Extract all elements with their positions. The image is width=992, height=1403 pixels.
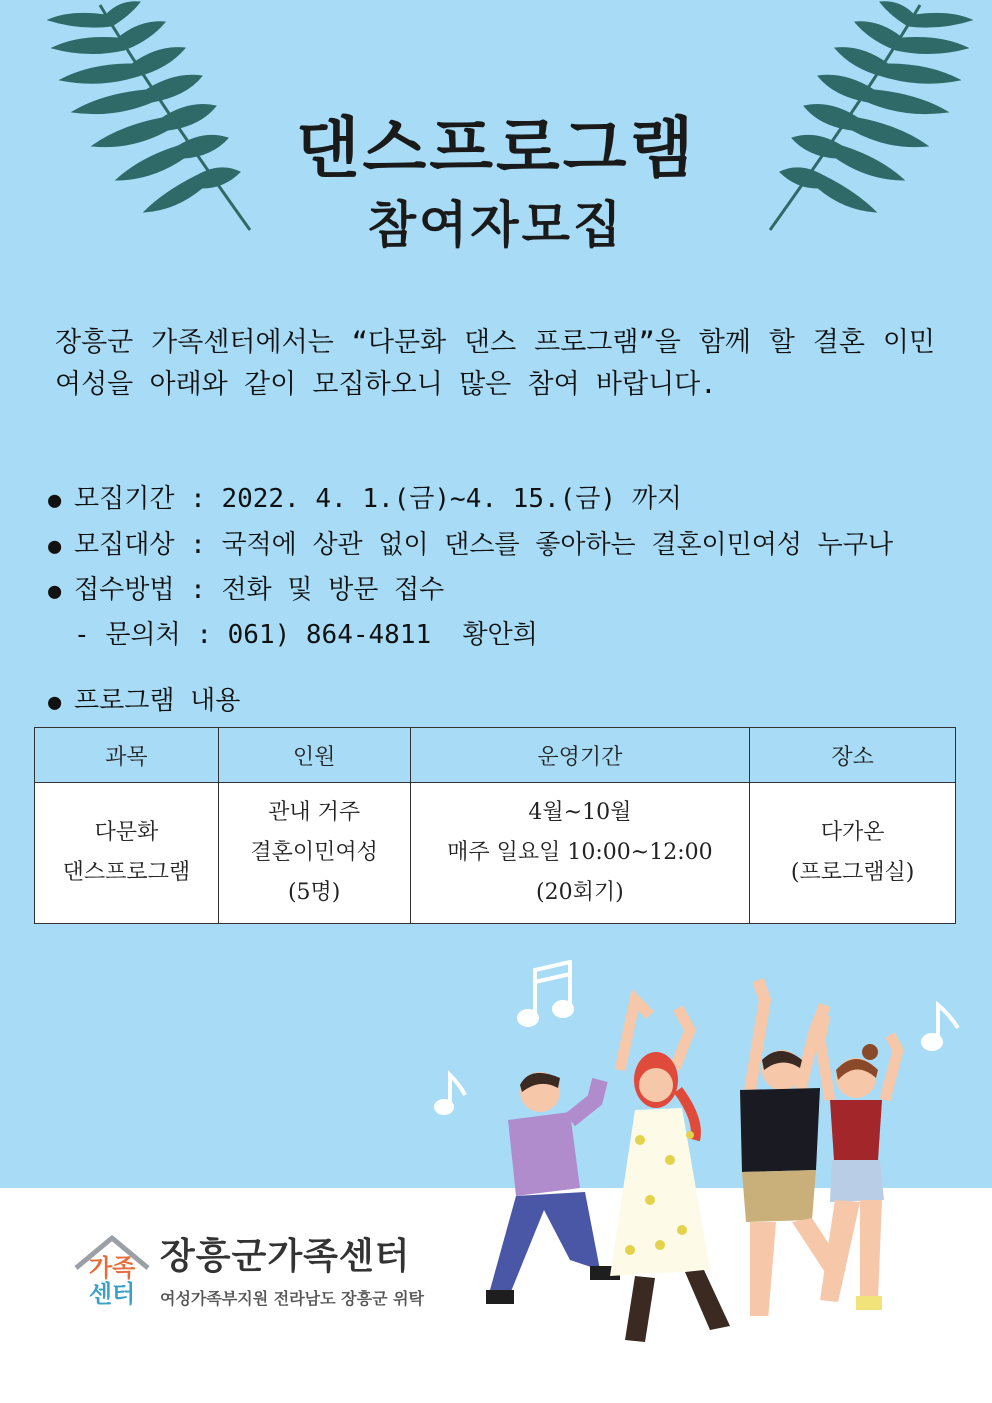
poster-title: 댄스프로그램 bbox=[295, 110, 697, 187]
bullet-icon: ● bbox=[48, 579, 62, 604]
program-table bbox=[34, 727, 956, 924]
detail-value: 2022. 4. 1.(금)~4. 15.(금) 까지 bbox=[221, 484, 682, 514]
music-note-icon bbox=[519, 962, 572, 1025]
header-subject: 과목 bbox=[35, 728, 219, 783]
cell-line: 다가온 bbox=[820, 820, 885, 845]
detail-label: 접수방법 bbox=[74, 575, 175, 605]
poster-subtitle: 참여자모집 bbox=[367, 196, 625, 254]
contact-value: 061) 864-4811 황안희 bbox=[227, 620, 538, 650]
header-place: 장소 bbox=[750, 728, 956, 783]
cell-line: (20회기) bbox=[536, 880, 624, 905]
logo-mark-line: 센터 bbox=[88, 1280, 136, 1308]
dancer-red-top bbox=[820, 1015, 898, 1310]
bullet-icon: ● bbox=[48, 534, 62, 559]
dancer-red-hair bbox=[610, 1000, 730, 1342]
table-header-row bbox=[35, 728, 956, 783]
cell-line: (프로그램실) bbox=[790, 860, 915, 885]
cell-line: 4월~10월 bbox=[528, 800, 632, 825]
dash-icon: - bbox=[74, 620, 106, 650]
contact-label: 문의처 bbox=[105, 620, 181, 650]
music-note-icon bbox=[436, 1075, 465, 1113]
logo-subtitle: 여성가족부지원 전라남도 장흥군 위탁 bbox=[160, 1289, 425, 1308]
detail-contact: - 문의처 : 061) 864-4811 황안희 bbox=[74, 620, 538, 650]
header-people: 인원 bbox=[218, 728, 410, 783]
music-note-icon bbox=[923, 1005, 958, 1049]
detail-target: ● 모집대상 : 국적에 상관 없이 댄스를 좋아하는 결혼이민여성 누구나 bbox=[48, 530, 894, 560]
program-heading-text: 프로그램 내용 bbox=[74, 686, 241, 716]
cell-line: 관내 거주 bbox=[268, 800, 361, 825]
cell-subject bbox=[35, 783, 219, 924]
cell-place bbox=[750, 783, 956, 924]
detail-method: ● 접수방법 : 전화 및 방문 접수 bbox=[48, 575, 445, 605]
dancer-purple-shirt bbox=[486, 1072, 620, 1304]
cell-period bbox=[410, 783, 750, 924]
cell-line: 다문화 bbox=[94, 820, 159, 845]
detail-recruit-period: ● 모집기간 : 2022. 4. 1.(금)~4. 15.(금) 까지 bbox=[48, 484, 682, 514]
cell-people bbox=[218, 783, 410, 924]
logo-name: 장흥군가족센터 bbox=[160, 1236, 411, 1277]
dancers-illustration bbox=[420, 960, 980, 1360]
detail-label: 모집대상 bbox=[74, 530, 175, 560]
detail-label: 모집기간 bbox=[74, 484, 175, 514]
intro-paragraph: 장흥군 가족센터에서는 “다문화 댄스 프로그램”을 함께 할 결혼 이민여성을 아래와 같이 모집하오니 많은 참여 바랍니다. bbox=[55, 327, 935, 400]
bullet-icon: ● bbox=[48, 690, 62, 715]
bullet-icon: ● bbox=[48, 488, 62, 513]
detail-value: 국적에 상관 없이 댄스를 좋아하는 결혼이민여성 누구나 bbox=[221, 530, 894, 560]
logo-mark-line: 가족 bbox=[88, 1254, 136, 1282]
cell-line: 매주 일요일 10:00~12:00 bbox=[447, 840, 713, 865]
cell-line: 댄스프로그램 bbox=[62, 860, 191, 885]
cell-line: (5명) bbox=[287, 880, 341, 905]
cell-line: 결혼이민여성 bbox=[250, 840, 378, 865]
detail-value: 전화 및 방문 접수 bbox=[221, 575, 445, 605]
header-period: 운영기간 bbox=[410, 728, 750, 783]
program-heading bbox=[48, 680, 240, 717]
logo-mark-text bbox=[80, 1255, 144, 1307]
table-row bbox=[35, 783, 956, 924]
